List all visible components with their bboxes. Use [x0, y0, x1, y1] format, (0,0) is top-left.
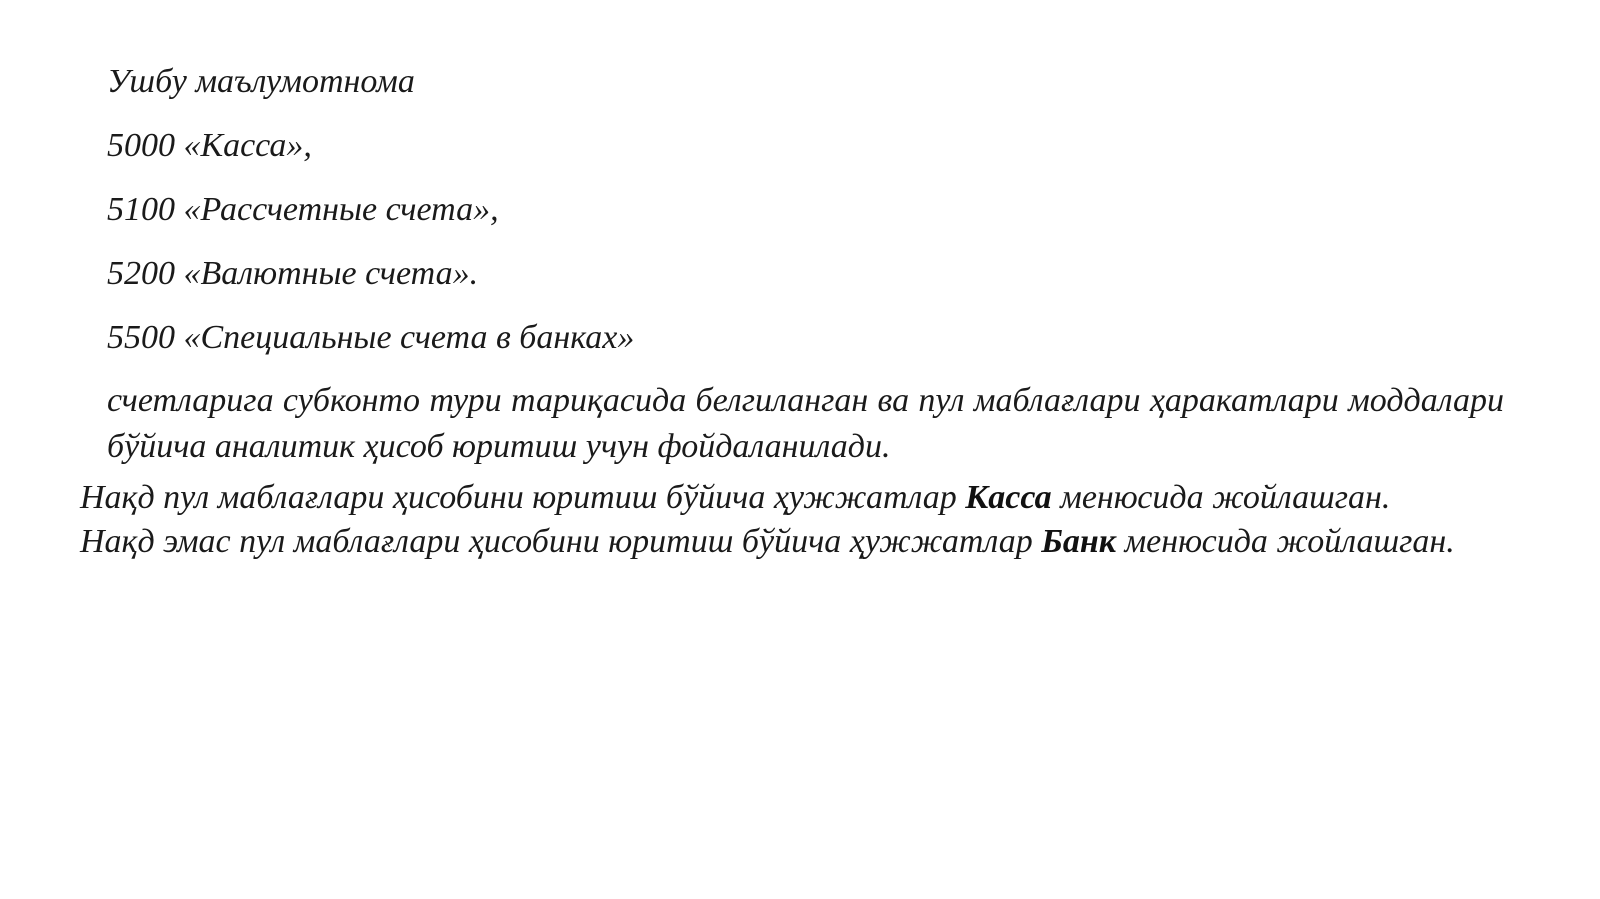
cash-note: [80, 476, 1520, 520]
account-5100: 5100 «Рассчетные счета»,: [107, 191, 499, 228]
bank-note-prefix: Нақд эмас пул маблағлари ҳисобини юритиш бўйича ҳужжатлар: [80, 523, 1042, 560]
account-5500: 5500 «Специальные счета в банках»: [107, 319, 635, 356]
menu-notes: [80, 476, 1520, 564]
account-5000: 5000 «Касса»,: [107, 127, 312, 164]
cash-menu-name: Касса: [965, 479, 1052, 516]
intro-description: счетларига субконто тури тариқасида белгиланган ва пул маблағлари ҳаракатлари моддалари бўйича аналитик ҳисоб юритиш учун фойдаланилади.: [107, 382, 1504, 465]
intro-heading: Ушбу маълумотнома: [107, 63, 415, 100]
bank-note: [80, 520, 1520, 564]
intro-block: [107, 58, 1504, 470]
bank-note-suffix: менюсида жойлашган.: [1115, 523, 1455, 560]
account-5200: 5200 «Валютные счета».: [107, 255, 479, 292]
bank-menu-name: Банк: [1041, 523, 1116, 560]
cash-note-prefix: Нақд пул маблағлари ҳисобини юритиш бўйича ҳужжатлар: [80, 479, 966, 516]
cash-note-suffix: менюсида жойлашган.: [1051, 479, 1391, 516]
